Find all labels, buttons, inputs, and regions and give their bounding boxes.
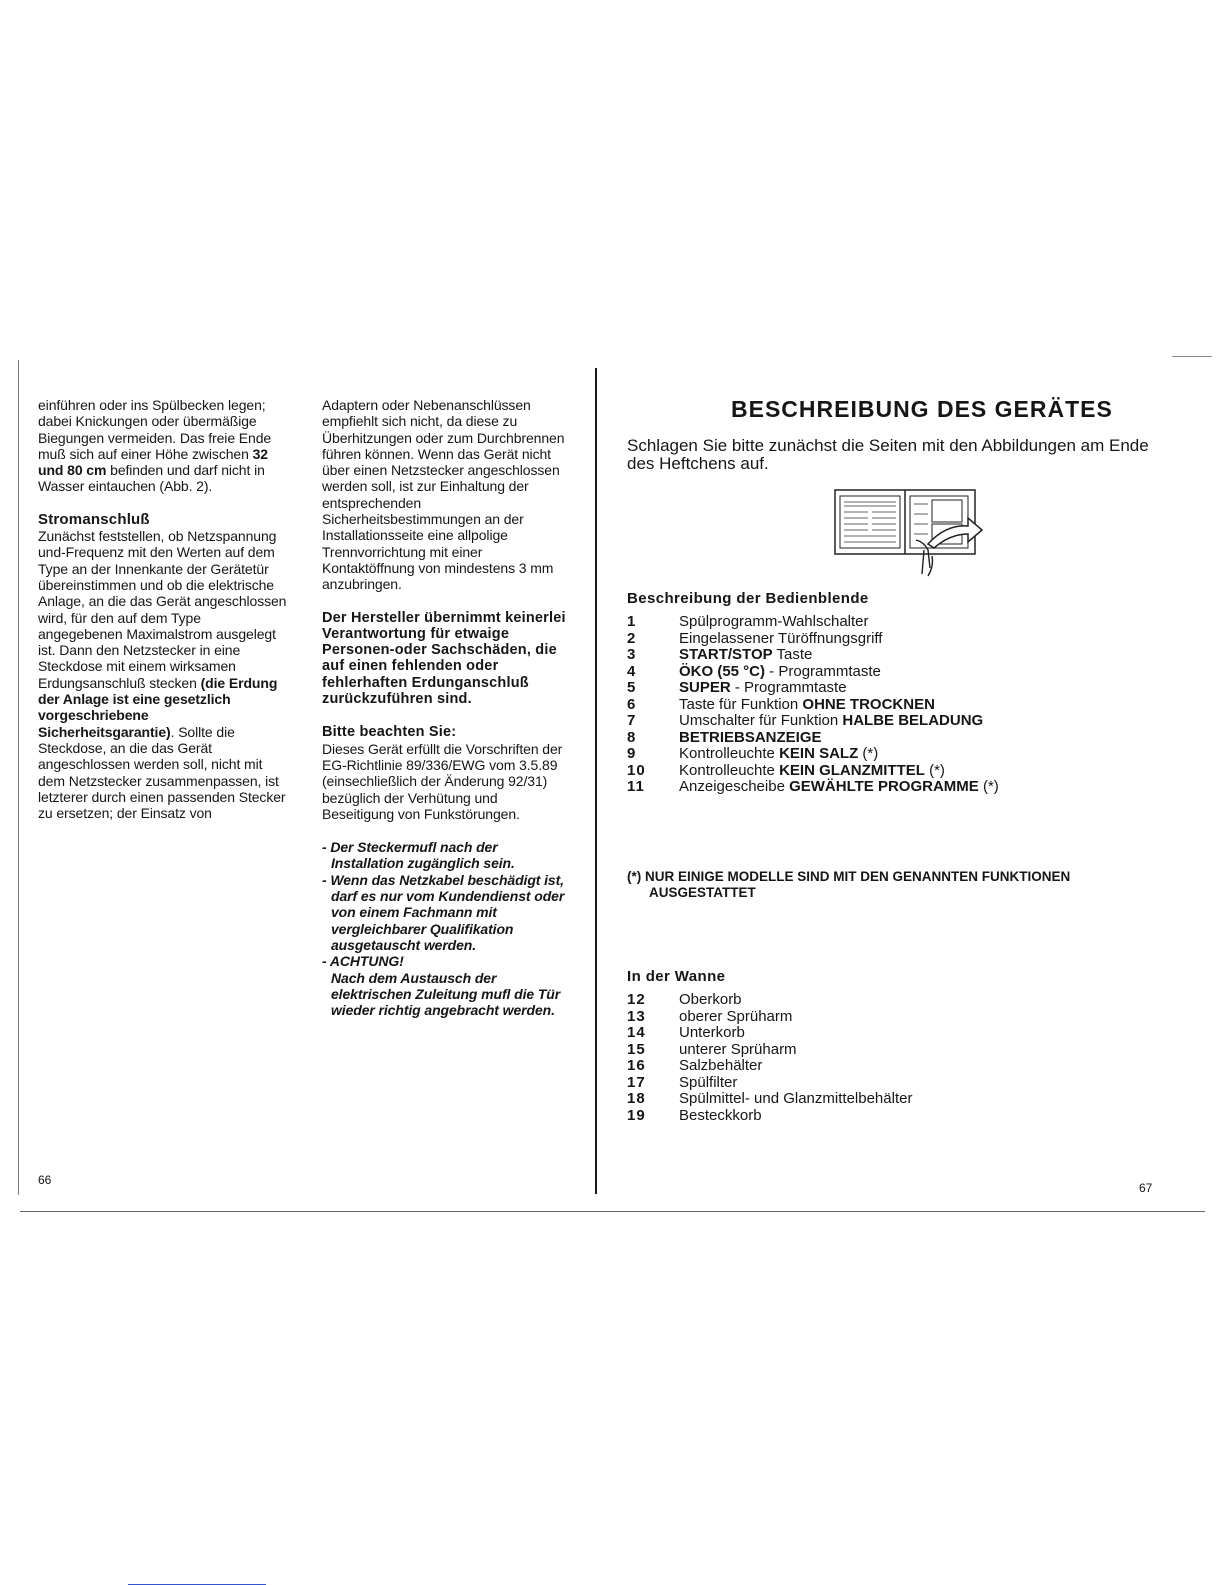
tub-item (627, 1091, 1147, 1108)
item-text-post: (*) (924, 761, 945, 779)
item-number: 5 (627, 679, 637, 696)
item-label: Spülmittel- und Glanzmittelbehälter (679, 1090, 913, 1107)
heading-bitte-beachten: Bitte beachten Sie: (322, 724, 457, 741)
item-text (679, 730, 822, 747)
item-text-post: - Programmtaste (765, 662, 881, 680)
tub-item (627, 1009, 1147, 1026)
top-right-rule (1172, 356, 1212, 357)
item-number: 12 (627, 991, 646, 1008)
item-number: 18 (627, 1090, 646, 1107)
item-text-bold: SUPER (679, 679, 731, 696)
item-label: Oberkorb (679, 991, 742, 1008)
middle-paragraph-adapters: Adaptern oder Nebenanschlüssen empfiehlt sich nicht, da diese zu Überhitzungen oder zum Durchbrennen führen können. Wenn das Gerät nicht über einen Netzstecker angeschlossen werden soll, ist zur Einhaltung der entsprechenden Sicherheitsbestimmungen an der Installationsseite eine allpolige Trennvorrichtung mit einer Kontaktöffnung von mindestens 3 mm anzubringen. (322, 397, 565, 593)
page-number-right: 67 (1139, 1181, 1153, 1195)
left-paragraph-power (38, 528, 288, 821)
booklet-illustration (828, 484, 988, 580)
item-text (679, 680, 847, 697)
item-number: 13 (627, 1007, 646, 1025)
panel-item (627, 763, 1147, 780)
tub-item (627, 992, 1147, 1009)
item-text-bold: HALBE BELADUNG (842, 712, 984, 729)
tub-item (627, 1042, 1147, 1059)
item-text (679, 746, 878, 763)
middle-paragraph-directive: Dieses Gerät erfüllt die Vorschriften der EG-Richtlinie 89/336/EWG vom 3.5.89 (einsechließlich der Änderung 92/31) bezüglich der Verhütung und Beseitigung von Funkstörungen. (322, 740, 563, 822)
tub-item (627, 1058, 1147, 1075)
item-text-pre: Taste für Funktion (679, 695, 803, 713)
bullet-cable-damage: - Wenn das Netzkabel beschädigt ist, darf es nur vom Kundendienst oder von einem Fachmann mit vergleichbarer Qualifikation ausgetauscht werden. (322, 871, 565, 953)
item-number: 3 (627, 646, 637, 663)
panel-heading: Beschreibung der Bedienblende (627, 590, 869, 607)
item-label: oberer Sprüharm (679, 1007, 793, 1025)
panel-item (627, 697, 1147, 714)
item-text (679, 631, 882, 648)
note-line-1: (*) NUR EINIGE MODELLE SIND MIT DEN GENANNTEN FUNKTIONEN (627, 869, 1071, 884)
item-text-pre: Spülprogramm-Wahlschalter (679, 613, 869, 630)
item-text-post: (*) (858, 745, 879, 762)
note-line-2: AUSGESTATTET (649, 885, 756, 900)
manufacturer-warning: Der Hersteller übernimmt keinerlei Verantwortung für etwaige Personen-oder Sachschäden, die auf einen fehlenden oder fehlerhaften Erdunganschluß zurückzuführen sind. (322, 609, 566, 708)
item-number: 15 (627, 1040, 646, 1058)
middle-column (322, 397, 570, 1018)
item-number: 10 (627, 761, 646, 779)
tub-item (627, 1075, 1147, 1092)
item-text (679, 614, 869, 631)
item-text (679, 697, 935, 714)
panel-items-list (627, 614, 1147, 796)
item-number: 19 (627, 1106, 646, 1124)
heading-stromanschluss: Stromanschluß (38, 510, 150, 528)
item-text-bold: OHNE TROCKNEN (802, 695, 935, 713)
drain-height-bold: 32 und 80 cm (38, 445, 268, 479)
tub-item (627, 1108, 1147, 1125)
panel-item (627, 746, 1147, 763)
item-label: Besteckkorb (679, 1106, 762, 1124)
item-text-bold: START/STOP (679, 646, 773, 663)
item-number: 16 (627, 1057, 646, 1074)
item-number: 17 (627, 1073, 646, 1091)
tub-item (627, 1025, 1147, 1042)
item-text (679, 763, 945, 780)
panel-item (627, 713, 1147, 730)
tub-heading: In der Wanne (627, 968, 726, 985)
item-text-bold: BETRIEBSANZEIGE (679, 728, 822, 746)
item-text-pre: Anzeigescheibe (679, 778, 790, 795)
bullet-achtung-body: Nach dem Austausch der elektrischen Zuleitung mufl die Tür wieder richtig angebracht werden. (331, 969, 561, 1019)
item-text-post: Taste (772, 646, 813, 663)
item-text-bold: GEWÄHLTE PROGRAMME (789, 778, 979, 795)
grounding-bold: (die Erdung der Anlage ist eine gesetzlich vorgeschriebene Sicherheitsgarantie) (38, 674, 278, 740)
item-text-pre: Eingelassener Türöffnungsgriff (679, 629, 883, 647)
models-note (627, 869, 1147, 901)
page-title: BESCHREIBUNG DES GERÄTES (731, 396, 1113, 422)
drain-text: einführen oder ins Spülbecken legen; dabei Knickungen oder übermäßige Biegungen vermeiden. Das freie Ende muß sich auf einer Höhe zwischen (38, 397, 272, 462)
item-number: 1 (627, 613, 637, 630)
panel-item (627, 779, 1147, 796)
item-text (679, 664, 881, 681)
left-page-border (18, 360, 19, 1195)
power-text-end: . Sollte die Steckdose, an die das Gerät angeschlossen werden soll, nicht mit dem Netzstecker zusammenpassen, ist letzterer durch einen passenden Stecker zu ersetzen; der Einsatz von (38, 723, 286, 822)
item-text-bold: KEIN GLANZMITTEL (779, 761, 925, 779)
item-number: 4 (627, 662, 637, 680)
left-column (38, 397, 288, 821)
item-number: 9 (627, 745, 637, 762)
item-number: 14 (627, 1024, 646, 1041)
panel-item (627, 680, 1147, 697)
bullet-achtung-head: - ACHTUNG! (322, 953, 404, 970)
item-label: unterer Sprüharm (679, 1040, 797, 1058)
item-number: 2 (627, 629, 637, 647)
item-text (679, 647, 812, 664)
item-text-pre: Umschalter für Funktion (679, 712, 843, 729)
intro-text: Schlagen Sie bitte zunächst die Seiten mit den Abbildungen am Ende des Heftchens auf. (627, 436, 1149, 473)
item-text-pre: Kontrolleuchte (679, 761, 780, 779)
item-text-bold: KEIN SALZ (779, 745, 859, 762)
item-text (679, 779, 999, 796)
item-text-post: - Programmtaste (730, 679, 847, 696)
page-number-left: 66 (38, 1173, 52, 1187)
bullet-plug-access: - Der Steckermufl nach der Installation zugänglich sein. (322, 839, 515, 872)
left-paragraph-drain (38, 397, 288, 495)
bottom-rule (20, 1211, 1205, 1212)
item-number: 7 (627, 712, 637, 729)
item-text-pre: Kontrolleuchte (679, 745, 780, 762)
item-label: Salzbehälter (679, 1057, 763, 1074)
panel-item (627, 631, 1147, 648)
item-text-bold: ÖKO (55 °C) (679, 662, 766, 680)
tub-items-list (627, 992, 1147, 1124)
panel-item (627, 614, 1147, 631)
panel-item (627, 647, 1147, 664)
drain-text-end: befinden und darf nicht in Wasser eintauchen (Abb. 2). (38, 462, 265, 495)
item-number: 6 (627, 695, 637, 713)
item-text (679, 713, 983, 730)
item-label: Spülfilter (679, 1073, 738, 1091)
panel-item (627, 730, 1147, 747)
item-number: 8 (627, 728, 637, 746)
item-number: 11 (627, 778, 645, 795)
power-text: Zunächst feststellen, ob Netzspannung und-Frequenz mit den Werten auf dem Type an der Innenkante der Gerätetür übereinstimmen und ob die elektrische Anlage, an die das Gerät angeschlossen wird, für den auf dem Type angegebenen Maximalstrom ausgelegt ist. Dann den Netzstecker in eine Steckdose mit einem wirksamen Erdungsanschluß stecken (38, 528, 287, 691)
center-divider (595, 368, 597, 1194)
panel-item (627, 664, 1147, 681)
item-text-post: (*) (978, 778, 999, 795)
item-label: Unterkorb (679, 1024, 745, 1041)
